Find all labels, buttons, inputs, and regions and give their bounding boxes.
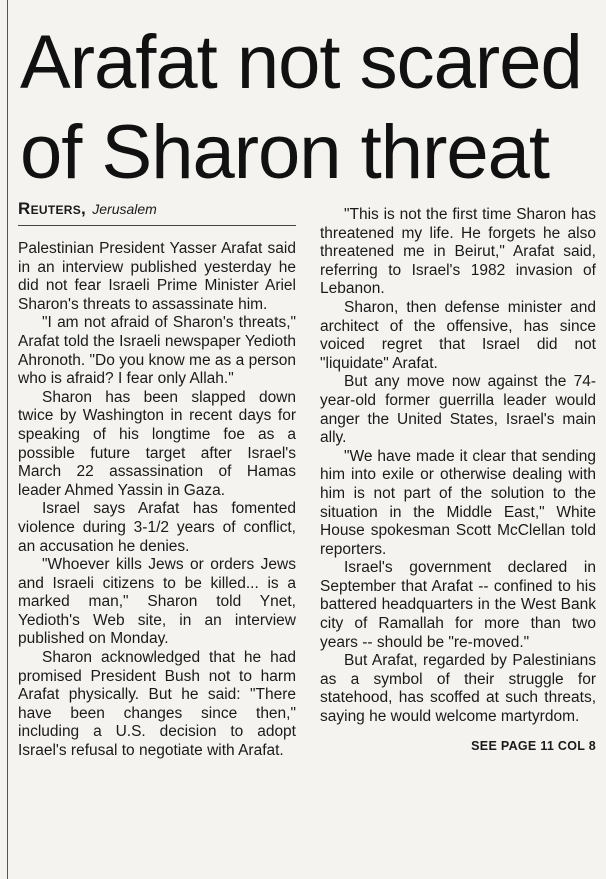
paragraph: "I am not afraid of Sharon's threats," Arafat told the Israeli newspaper Yedioth Ahronoth. "Do you know me as a person who is afraid? I fear only Allah." <box>18 314 296 388</box>
paragraph: "Whoever kills Jews or orders Jews and Israeli citizens to be killed... is a marked man," Sharon told Ynet, Yedioth's Web site, in an interview published on Monday. <box>18 556 296 648</box>
agency-name: Reuters, <box>18 199 87 218</box>
dateline-city: Jerusalem <box>92 201 157 217</box>
paragraph: "This is not the first time Sharon has threatened my life. He forgets he also threatened me in Beirut," Arafat said, referring to Israel's 1982 invasion of Lebanon. <box>320 206 596 298</box>
paragraph: Israel says Arafat has fomented violence during 3-1/2 years of conflict, an accusation he denies. <box>18 500 296 555</box>
paragraph: But any move now against the 74-year-old former guerrilla leader would anger the United States, Israel's main ally. <box>320 373 596 447</box>
paragraph: "We have made it clear that sending him into exile or otherwise dealing with him is not part of the solution to the situation in the Middle East," White House spokesman Scott McClellan told reporters. <box>320 447 596 558</box>
dateline <box>18 200 296 226</box>
paragraph: Israel's government declared in September that Arafat -- confined to his battered headquarters in the West Bank city of Ramallah for more than two years -- should be "re-moved." <box>320 559 596 651</box>
paragraph: Sharon acknowledged that he had promised President Bush not to harm Arafat physically. But he said: "There have been changes since then," including a U.S. decision to adopt Israel's refusal to negotiate with Arafat. <box>18 649 296 760</box>
paragraph: Palestinian President Yasser Arafat said in an interview published yesterday he did not fear Israeli Prime Minister Ariel Sharon's threats to assassinate him. <box>18 240 296 313</box>
paragraph: Sharon, then defense minister and architect of the offensive, has since voiced regret that Israel did not "liquidate" Arafat. <box>320 298 596 372</box>
jump-line: SEE PAGE 11 COL 8 <box>471 738 596 753</box>
left-column <box>18 200 296 761</box>
paragraph: Sharon has been slapped down twice by Washington in recent days for speaking of his longtime foe as a possible future target after Israel's March 22 assassination of Hamas leader Ahmed Yassin in Gaza. <box>18 388 296 499</box>
column-rule <box>7 0 8 879</box>
right-column <box>320 206 596 755</box>
headline: Arafat not scared of Sharon threat <box>20 20 582 195</box>
paragraph: But Arafat, regarded by Palestinians as a symbol of their struggle for statehood, has scoffed at such threats, saying he would welcome martyrdom. <box>320 652 596 726</box>
